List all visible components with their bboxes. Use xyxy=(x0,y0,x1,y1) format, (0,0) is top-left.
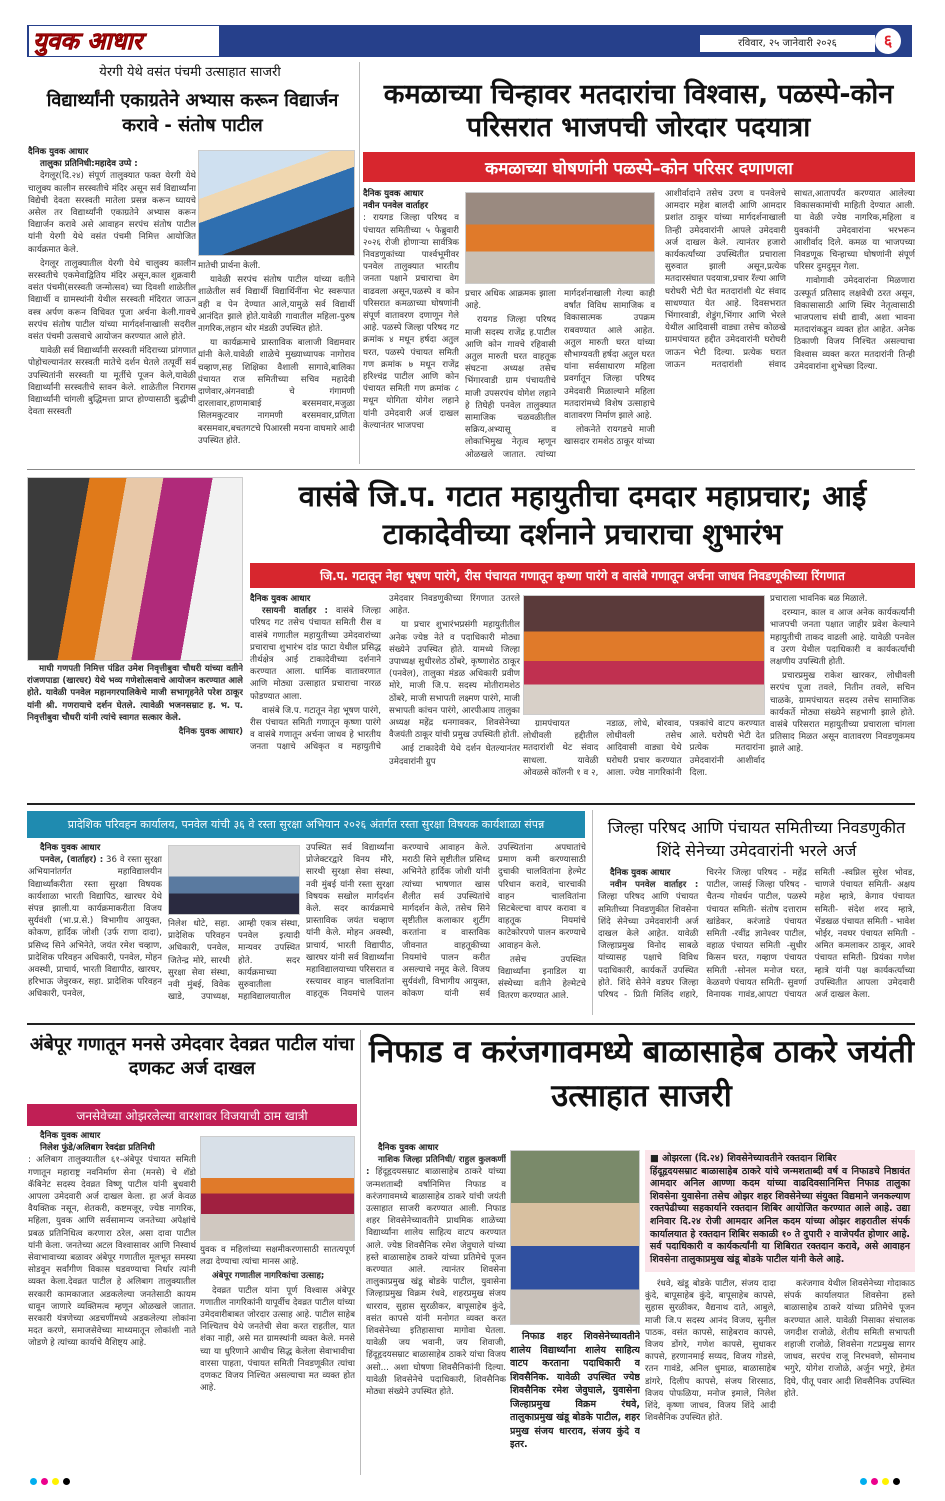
paragraph: : अलिबाग तालुक्यातील ६१-अंबेपूर पंचायत समिती गणातून महाराष्ट्र नवनिर्माण सेना (मनसे) चे शॅडो कॅबिनेट सदस्य देवव्रत विष्णू पाटील यांनी बुधवारी आपला उमेदवारी अर्ज दाखल केला. हा अर्ज केवळ वैयक्तिक नसून, शेतकरी, कष्टमजूर, ज्येष्ठ नागरिक, महिला, युवक आणि सर्वसामान्य जनतेच्या अपेक्षांचे प्रबळ प्रतिनिधित्व करणारा ठरेल, असा दावा पाटील यांनी केला. जनतेच्या अटल विश्वासावर आणि निस्वार्थ सेवाभावाच्या बळावर अंबेपूर गणातील मूलभूत समस्या सोडवून सर्वांगीण विकास घडवण्याचा निर्धार त्यांनी व्यक्त केला.देवव्रत पाटील हे अलिबाग तालुक्यातील सरकारी कामकाजात अडकलेल्या जनतेसाठी कायम धावून जाणारे व्यक्तिमत्व म्हणून ओळखले जातात. सरकारी यंत्रणेच्या अडचणींमध्ये अडकलेल्या लोकांना मदत करणे, समाजसेवेच्या माध्यमातून लोकांशी नाते जोडणे हे त्यांच्या कार्याचे वैशिष्ट्य आहे. xyxy=(28,1155,196,1349)
color-registration-marks xyxy=(30,1478,90,1486)
reporter: नाशिक जिल्हा प्रतिनिधी/ राहुल कुलकर्णी : xyxy=(366,1155,506,1178)
paragraph: लोकनेते रायगडचे माजी खासदार रामशेठ ठाकूर यांच्या xyxy=(564,425,655,448)
photo-caption xyxy=(27,663,243,781)
paragraph: : रायगड जिल्हा परिषद व पंचायत समितीच्या ५ फेब्रुवारी २०२६ रोजी होणाऱ्या सार्वत्रिक निवडणुकांच्या पार्श्वभूमीवर पनवेल तालुक्यात भारतीय जनता पक्षाने प्रचाराचा वेग वाढवला असून,पळस्पे व कोन परिसरात कमळाच्या घोषणांनी संपूर्ण वातावरण दणाणून गेले आहे. पळस्पे जिल्हा परिषद गट क्रमांक ४ मधून हर्षदा अतुल घरत, पळस्पे पंचायत समिती गण क्रमांक ७ मधून राजेंद्र हरिश्चंद्र पाटील आणि कोन पंचायत समिती गण क्रमांक ८ मधून योगिता योगेश लहाने यांनी उमेदवारी अर्ज दाखल केल्यानंतर भाजपचा xyxy=(363,213,459,431)
article-body xyxy=(366,1142,506,1472)
byline: दैनिक युवक आधार xyxy=(40,843,101,853)
paragraph: वासंबे जि.प. गटातून नेहा भूषण पारंगे, रीस पंचायत समिती गणातून कृष्णा पारंगे व वासंबे गणातून अर्चना जाधव हे भारतीय जनता पक्षाचे अधिकृत व महायुतीचे उमेदवार निवडणुकीच्या रिंगणात उतरले आहेत. xyxy=(250,594,520,753)
photo-padyatra xyxy=(465,192,655,284)
photo-saraswati-puja xyxy=(198,150,355,256)
byline: दैनिक युवक आधार xyxy=(610,868,671,878)
photo-caption xyxy=(510,1330,640,1472)
reporter: पनवेल, (वार्ताहर) : xyxy=(40,855,104,866)
paragraph: गावोगावी उमेदवारांना मिळणारा उत्स्फूर्त प्रतिसाद लक्षवेधी ठरत असून, विकासासाठी आणि स्थिर नेतृत्वासाठी भाजपलाच संधी द्यावी, अशा भावना मतदारांकडून व्यक्त होत आहेत. अनेक ठिकाणी विजय निश्चित असल्याचा विश्वास व्यक्त करत मतदारांनी तिन्ही उमेदवारांना शुभेच्छा दिल्या. xyxy=(794,276,915,372)
paragraph: प्रचारप्रमुख राकेश खारकर, लोधीवली सरपंच पूजा तवले, नितीन तवले, सचिन चाळके, ग्रामपंचायत सदस्य तसेच सामाजिक कार्यकर्ते मोठ्या संख्येने सहभागी झाले होते. वासंबे परिसरात महायुतीच्या प्रचाराला चांगला प्रतिसाद मिळत असून वातावरण निवडणूकमय झाले आहे. xyxy=(770,671,915,755)
article-body xyxy=(198,260,355,462)
article-banner: कमळाच्या घोषणांनी पळस्पे–कोन परिसर दणाणला xyxy=(363,152,915,182)
paragraph: या कार्यक्रमाचे प्रास्ताविक बालाजी विद्यमवार यांनी केले.यावेळी शाळेचे मुख्याध्यापक नागोराव चव्हाण,सह शिक्षिका वैशाली सागावे,बालिका पंचायत राज समितीच्या सचिव महादेवी दाणेवार,अंगनवाडी चे गंगामणी दारलावार,हाणमाबाई बरसमवार,मजुळा सिलमकुटवार नागमणी बरसमवार,प्रणिता बरसमवार,बचतगटचे पिआरसी मयना वाघमारे आदी उपस्थित होते. xyxy=(198,338,355,446)
paragraph: ग्रामपंचायत लोधीवली हद्दीतील मतदारांशी थेट संवाद साधला. यावेळी ओवळसे कॉलनी १ व २, नडाळ, लोधे, बोरवाव, लोधीवली तसेच आदिवासी वाड्या येथे घरोघरी प्रचार करण्यात आला. ज्येष्ठ नागरिकांनी पत्रकांचे वाटप करण्यात आले. घरोघरी भेटी देत प्रत्येक मतदारांना उमेदवारांनी आशीर्वाद दिला. xyxy=(523,719,765,778)
paragraph-text: वासंबे जिल्हा परिषद गट तसेच पंचायत समिती रीस व वासंबे गणातील महायुतीच्या उमेदवारांच्या प्रचाराचा शुभारंभ दांड फाटा येथील प्रसिद्ध तीर्थक्षेत्र आई टाकादेवीच्या दर्शनाने करण्यात आला. धार्मिक वातावरणात आणि मोठ्या उत्साहात प्रचाराचा नारळ फोडण्यात आला. xyxy=(250,606,381,702)
paragraph: रायगड जिल्हा परिषद माजी सदस्य राजेंद्र ह.पाटील आणि कोन गावचे रहिवासी अतुल मारुती घरत वाहतूक संघटना अध्यक्ष तसेच भिंगारवाडी ग्राम पंचायतीचे माजी उपसरपंच योगेश लहाने हे तिघेही पनवेल तालुक्यात सामाजिक चळवळीतील सक्रिय,अभ्यासू व लोकाभिमुख नेतृत्व म्हणून ओळखले जातात. त्यांच्या मार्गदर्शनाखाली गेल्या काही वर्षांत विविध सामाजिक व विकासात्मक उपक्रम राबवण्यात आले आहेत. अतुल मारुती घरत यांच्या सौभाग्यवती हर्षदा अतुल घरत यांना सर्वसाधारण महिला प्रवर्गातून जिल्हा परिषद उमेदवारी मिळाल्याने महिला मतदारांमध्ये विशेष उत्साहाचे वातावरण निर्माण झाले आहे. xyxy=(465,289,655,460)
paragraph: दरम्यान, काल व आज अनेक कार्यकर्त्यांनी भाजपची जनता पक्षात जाहीर प्रवेश केल्याने महायुतीची ताकद वाढली आहे. यावेळी पनवेल व उरण येथील पदाधिकारी व कार्यकर्त्यांची लक्षणीय उपस्थिती होती. xyxy=(770,608,915,668)
article-headline: वासंबे जि.प. गटात महायुतीचा दमदार महाप्रचार; आई टाकादेवीच्या दर्शनाने प्रचाराचा शुभारंभ xyxy=(298,479,867,551)
article-body xyxy=(28,1130,196,1472)
article-body xyxy=(363,188,459,462)
paragraph: आशीर्वादाने तसेच उरण व पनवेलचे आमदार महेश बालदी आणि आमदार प्रशांत ठाकूर यांच्या मार्गदर्शनाखाली तिन्ही उमेदवारांनी आपले उमेदवारी अर्ज दाखल केले. त्यानंतर हजारो कार्यकर्त्यांच्या उपस्थितीत प्रचाराला सुरुवात झाली असून,प्रत्येक मतदारसंघात पदयात्रा,प्रचार रॅल्या आणि घरोघरी भेटी घेत मतदारांशी थेट संवाद साधण्यात येत आहे. दिवसभरात भिंगारवाडी, शेडुंग,भिंगार आणि भेरले येथील आदिवासी वाड्या तसेच कोळखे ग्रामपंचायत हद्दीत उमेदवारांनी घरोघरी जाऊन भेटी दिल्या. प्रत्येक घरात जाऊन मतदारांशी संवाद साधत,आतापर्यंत करण्यात आलेल्या विकासकामांची माहिती देण्यात आली. या वेळी ज्येष्ठ नागरिक,महिला व युवकांनी उमेदवारांना भरभरून आशीर्वाद दिले. कमळ या भाजपच्या निवडणूक चिन्हाच्या घोषणांनी संपूर्ण परिसर दुमदुमून गेला. xyxy=(665,189,915,370)
issue-date: रविवार, २५ जानेवारी २०२६ xyxy=(700,35,875,52)
article-body xyxy=(28,842,162,1010)
blood-donation-box xyxy=(645,1150,915,1272)
paragraph: या प्रचार शुभारंभप्रसंगी महायुतीतील अनेक ज्येष्ठ नेते व पदाधिकारी मोठ्या संख्येने उपस्थित होते. यामध्ये जिल्हा उपाध्यक्ष सुधीरशेठ ठोंबरे, कृष्णाशेठ ठाकूर (पनवेल), तालुका मंडळ अधिकारी प्रवीण मोरे, माजी जि.प. सदस्य मोतीरामशेठ ठोंबरे, माजी सभापती लक्ष्मण पारंगे, माजी सभापती कांचन पारंगे, आरपीआय तालुका अध्यक्ष महेंद्र धनगावकर, शिवसेनेच्या वैजयंती ठाकूर यांची प्रमुख उपस्थिती होती. xyxy=(389,620,520,741)
article-banner: जि.प. गटातून नेहा भूषण पारंगे, रीस पंचायत गणातून कृष्णा पारंगे व वासंबे गणातून अर्चना जाधव निवडणूकीच्या रिंगणात xyxy=(250,563,915,588)
byline: दैनिक युवक आधार xyxy=(250,594,311,604)
color-registration-marks xyxy=(860,1478,920,1486)
paragraph xyxy=(250,605,381,703)
paragraph: करंजगाव येथील शिवसेनेच्या गोदाकाठ संपर्क कार्यालयात शिवसेना हस्ते बाळासाहेब ठाकरे यांच्या प्रतिमेचे पूजन करण्यात आले. यावेळी निसाका संचालक जगदीश राजोळे, शेतीय समिती सभापती शहाजी राजोळे, शिवसेना गटप्रमुख सागर जाधव, सरपंच राजू निरभवणे, सोमनाथ भगुरे, योगेश राजोळे, अर्जुन भगुरे, हेमंत दिघे, पीतू पवार आदी शिवसैनिक उपस्थित होते. xyxy=(784,1279,915,1399)
article-kicker: येरगी येथे वसंत पंचमी उत्साहात साजरी xyxy=(99,65,281,80)
reporter: तालुका प्रतिनिधी:महादेव उप्पे : xyxy=(40,159,138,170)
article-banner: जनसेवेच्या ओझरलेल्या वारशावर विजयाची ठाम खात्री xyxy=(27,1104,357,1126)
article-headline: जिल्हा परिषद आणि पंचायत समितीच्या निवडणुकीत शिंदे सेनेच्या उमेदवारांनी भरले अर्ज xyxy=(607,818,906,860)
byline: दैनिक युवक आधार xyxy=(28,147,89,157)
caption-credit: दैनिक युवक आधार) xyxy=(178,727,243,738)
paragraph: उपस्थित सर्व विद्यार्थ्यांना प्रोजेक्टरद्वारे विनय मौरे, सारथी सुरक्षा सेवा संस्था, नवी मुंबई यांनी रस्ता सुरक्षा विषयक सखोल मार्गदर्शन केले. सदर कार्यक्रमाचे प्रास्ताविक जयंत चव्हाण यांनी केले. मोहन अवस्थी, प्राचार्य, भारती विद्यापीठ, खारघर यांनी सर्व विद्यार्थ्यांना महाविद्यालयाच्या परिसरात व रस्त्यावर वाहन चालवितांना वाहतूक नियमांचे पालन करण्याचे आवाहन केले. मराठी सिने सृष्टीतील प्रसिध्द अभिनेते हार्दिक जोशी यांनी त्यांच्या भाषणात खास शैलीत सर्व उपस्थितांचे मार्गदर्शन केले, तसेच सिने सृष्टीतील कलाकार शुटींग करतांना व वास्तविक जीवनात वाहतूकीच्या नियमांचे पालन करीत असल्याचे नमूद केले. विजय सुर्यवंशी, विभागीय आयुक्त, कोकण यांनी सर्व उपस्थितांना अपघातांचे प्रमाण कमी करण्यासाठी दुचाकी चालवितांना हेल्मेट परिधान करावे, चारचाकी वाहन चालवितांना सिटबेल्टचा वापर करावा व वाहतूक नियमांचे काटेकोरपणे पालन करण्याचे आवाहन केले. xyxy=(306,843,586,1000)
article-body xyxy=(523,718,765,795)
caption-text: माघी गणपती निमित्त पंडित उमेश निवृत्तीबुवा चौधरी यांच्या वतीने रांजणपाडा (खारघर) येथे भव्य गणेशोत्सवाचे आयोजन करण्यात आले होते. यावेळी पनवेल महानगरपालिकेचे माजी सभागृहनेते परेश ठाकूर यांनी श्री. गणरायाचे दर्शन घेतले. त्यावेळी भजनसम्राट ह. भ. प. निवृत्तीबुवा चौधरी यांनी त्यांचे स्वागत सत्कार केले. xyxy=(27,664,243,723)
article-body xyxy=(250,593,520,795)
masthead xyxy=(27,25,912,57)
article-headline: अंबेपूर गणातून मनसे उमेदवार देवव्रत पाटील यांचा दणकट अर्ज दाखल xyxy=(29,1034,355,1079)
paragraph: मातेची प्रार्थना केली. xyxy=(198,261,261,271)
article-headline: निफाड व करंजगावमध्ये बाळासाहेब ठाकरे जयंती उत्साहात साजरी xyxy=(368,1034,914,1114)
photo-school-supplies xyxy=(510,1150,640,1325)
article-body xyxy=(306,842,586,1010)
newspaper-logo: युवक आधार xyxy=(29,26,219,56)
paragraph: आई टाकादेवी येथे दर्शन घेतल्यानंतर उमेदवारांनी ग्रुप xyxy=(389,744,520,767)
caption-text: निफाड शहर शिवसेनेच्यावतीने शालेय विद्यार्थ्यांना शालेय साहित्य वाटप करताना पदाधिकारी व शिवसैनिक. यावेळी उपस्थित ज्येष्ठ शिवसैनिक रमेश जेवुघाले, युवासेना जिल्हाप्रमुख विक्रम रंधवे, तालुकाप्रमुख खंडू बोडके पाटील, शहर प्रमुख संजय धारराव, संजय कुंदे व इतर. xyxy=(510,1331,640,1450)
lead-headline: कमळाच्या चिन्हावर मतदारांचा विश्वास, पळस्पे-कोन परिसरात भाजपची जोरदार पदयात्रा xyxy=(383,79,894,143)
article-body xyxy=(770,593,915,795)
paragraph: निलेश धोटे, सहा. प्रादेशिक परिवहन अधिकारी, पनवेल, जितेन्द्र मोरे, सारथी सुरक्षा सेवा संस्था, नवी मुंबई, विवेक खाडे, उपाध्यक्ष, आम्ही एकत्र संस्था, पनवेल इत्यादी मान्यवर उपस्थित होते. सदर कार्यक्रमाच्या सुरुवातीला महाविद्यालयातील xyxy=(168,919,300,1003)
article-body xyxy=(645,1278,915,1472)
article-banner: प्रादेशिक परिवहन कार्यालय, पनवेल यांची ३६ वे रस्ता सुरक्षा अभियान २०२६ अंतर्गत रस्ता सुरक्षा विषयक कार्यशाळा संपन्न xyxy=(27,811,585,838)
byline: दैनिक युवक आधार xyxy=(40,1131,101,1141)
photo-ganesh-darshan xyxy=(27,477,243,661)
byline: दैनिक युवक आधार xyxy=(363,189,424,199)
photo-road-safety-workshop xyxy=(168,845,300,915)
article-body xyxy=(168,918,300,1010)
reporter: रसायनी वार्ताहर : xyxy=(262,606,328,617)
paragraph: देवव्रत पाटील यांना पूर्ण विश्वास अंबेपूर गणातील नागरिकांनी यापूर्वीच देवव्रत पाटील यांच्या उमेदवारीबाबत जोरदार उत्साह आहे. पाटील साहेब निश्चितच येथे जनतेची सेवा करत राहतील, यात शंका नाही, असे मत ग्रामस्थांनी व्यक्त केले. मनसे च्या या धुरिणाने आधीच सिद्ध केलेला सेवाभावीचा वारसा पाहता, पंचायत समिती निवडणूकीत त्यांचा दणकट विजय निश्चित असल्याचा मत व्यक्त होत आहे. xyxy=(200,1285,355,1394)
subheading: अंबेपूर गणातील नागरिकांचा उत्साह; xyxy=(212,1271,325,1282)
reporter: निलेश फुंडे/अलिबाग रेवदंडा प्रतिनिधी xyxy=(40,1143,155,1154)
paragraph xyxy=(28,854,162,1000)
article-body xyxy=(665,188,915,462)
paragraph: युवक व महिलांच्या सक्षमीकरणासाठी सातत्यपूर्ण लढा देण्याचा त्यांचा मानस आहे. xyxy=(200,1245,355,1268)
page-number: ६ xyxy=(875,28,901,54)
paragraph xyxy=(598,867,915,1002)
article-headline: विद्यार्थ्यांनी एकाग्रतेने अभ्यास करून विद्यार्जन करावे - संतोष पाटील xyxy=(46,90,339,136)
byline: दैनिक युवक आधार xyxy=(378,1143,439,1153)
article-body xyxy=(465,288,655,462)
photo-campaign-group xyxy=(523,595,765,715)
paragraph: देगलूर तालुक्यातील येरगी येथे चालुक्य कालीन सरस्वतीचे एकमेवाद्वितिय मंदिर असून,काल शुक्रवारी वसंत पंचमी(सरस्वती जन्मोत्सव) च्या दिवशी शाळेतील विद्यार्थी व ग्रामस्थांनी येथील सरस्वती मंदिरात जाऊन वस्त्र अर्पण करून विधिवत पूजा अर्चना केली.गावचे सरपंच संतोष पाटील यांच्या मार्गदर्शनाखाली सदरील वसंत पंचमी उत्सवाचे आयोजन करण्यात आले होते. xyxy=(28,258,196,343)
article-body xyxy=(200,1244,355,1472)
paragraph: यावेळी सर्व विद्यार्थ्यांनी सरस्वती मंदिराच्या प्रांगणात पोहोचल्यानंतर सरस्वती मातेचे दर्शन घेतले तत्पूर्वी सर्व उपस्थितांनी सरस्वती या मूर्तीचे पूजन केले,यावेळी विद्यार्थ्यांनी सरस्वतीचे स्तवन केले. शाळेतील निरागस विद्यार्थ्यांनी चांगली बुद्धिमत्ता प्राप्त होण्यासाठी बुद्धीची देवता सरस्वती xyxy=(28,346,196,418)
photo-nomination-filing xyxy=(200,1136,355,1241)
paragraph xyxy=(366,1154,506,1398)
reporter: नवीन पनवेल वार्ताहर : xyxy=(610,880,699,891)
paragraph: प्रचाराला भावनिक बळ मिळाले. xyxy=(770,594,868,604)
article-body xyxy=(598,867,915,1012)
paragraph-text: हिंदूहृदयसम्राट बाळासाहेब ठाकरे यांच्या जन्मशताब्दी वर्षानिमित्त निफाड व करंजगावमध्ये बाळासाहेब ठाकरे यांची जयंती उत्साहात साजरी करण्यात आली. निफाड शहर शिवसेनेच्यावतीने प्राथमिक शाळेच्या विद्यार्थ्यांना शालेय साहित्य वाटप करण्यात आले. ज्येष्ठ शिवसैनिक रमेश जेवुघाले यांच्या हस्ते बाळासाहेब ठाकरे यांच्या प्रतिमेचे पूजन करण्यात आले. त्यानंतर शिवसेना तालुकाप्रमुख खंडू बोडके पाटील, युवासेना जिल्हाप्रमुख विक्रम रंधवे, शहरप्रमुख संजय धारराव, सुहास सुरळीकर, बापूसाहेब कुंदे, वसंत कापसे यांनी मनोगत व्यक्त करत शिवसेनेच्या इतिहासाचा मागोवा घेतला. यावेळी जय भवानी, जय शिवाजी, हिंदूहृदयसम्राट बाळासाहेब ठाकरे यांचा विजय असो... अशा घोषणा शिवसैनिकांनी दिल्या. यावेळी शिवसेनेचे पदाधिकारी, शिवसैनिक मोठ्या संख्येने उपस्थित होते. xyxy=(366,1167,506,1398)
article-body xyxy=(28,146,196,462)
paragraph: रंधवे, खंडू बोडके पाटील, संजय दादा कुंदे, बापूसाहेब कुंदे, बापूसाहेब कापसे, सुहास सुरळीकर, वैद्यनाथ दाते, आबुले, माजी जि.प सदस्य आनंद विजय, सुनील पाठक, वसंत कापसे, साहेबराव कापसे, विजय डोंगरे, गणेश कापसे, सुधाकर कापसे, हरणानमाई सय्यद, विजय गोडसे, रतन गावंडे, अनिल धुमाळ, बाळासाहेब डांगरे, दिलीप कापसे, संजय शिरसाठ, विजय पोफळिया, मनोज इमाले, निलेश शिंदे, कृष्णा जाधव, विजय शिंदे आदी शिवसैनिक उपस्थित होते. xyxy=(645,1279,776,1424)
paragraph-text: 36 वे रस्ता सुरक्षा अभियानांतर्गत महाविद्यालयीन विद्यार्थ्यांकरीता रस्ता सुरक्षा विषयक कार्यशाळा भारती विद्यापिठ, खारघर येथे संपन्न झाली.या कार्यक्रमाकरीता विजय सुर्यवंशी (भा.प्र.से.) विभागीय आयुक्त, कोकण, हार्दिक जोशी (उर्फ राणा दादा), प्रसिध्द सिने अभिनेते, जयंत रमेश चव्हाण, प्रादेशिक परिवहन अधिकारी, पनवेल, मोहन अवस्थी, प्राचार्य, भारती विद्यापीठ, खारघर, हरिभाऊ जेवुरकर, सहा. प्रादेशिक परिवहन अधिकारी, पनवेल, xyxy=(28,855,162,1000)
paragraph: प्रचार अधिक आक्रमक झाला आहे. xyxy=(465,289,556,312)
paragraph: तसेच उपस्थित विद्यार्थ्यांना इनाडिल या संस्थेच्या वतीने हेल्मेटचे वितरण करण्यात आले. xyxy=(498,954,586,1002)
box-text: हिंदूहृदयसम्राट बाळासाहेब ठाकरे यांचे जन्मशताब्दी वर्ष व निफाडचे निष्ठावंत आमदार अनिल आण्णा कदम यांच्या वाढदिवसानिमित्त निफाड तालुका शिवसेना युवासेना तसेच ओझर शहर शिवसेनेच्या संयुक्त विद्यमाने जनकल्याण रक्तपेढीच्या सहकार्याने रक्तदान शिबिर आयोजित करण्यात आले आहे. उद्या शनिवार दि.२४ रोजी आमदार अनिल कदम यांच्या ओझर शहरातील संपर्क कार्यालयात हे रक्तदान शिबिर सकाळी १० ते दुपारी २ वाजेपर्यंत होणार आहे. सर्व पदाधिकारी व कार्यकर्त्यांनी या शिबिरात रक्तदान करावे, असे आवाहन शिवसेना तालुकाप्रमुख खंडू बोडके पाटील यांनी केले आहे. xyxy=(650,1165,910,1265)
paragraph-text: जिल्हा परिषद आणि पंचायत समितीच्या निवडणुकीत शिवसेना शिंदे सेनेच्या उमेदवारांनी अर्ज दाखल केले आहेत. यावेळी जिल्हाप्रमुख विनोद साबळे यांच्यासह पक्षाचे विविध पदाधिकारी, कार्यकर्ते उपस्थित होते. शिंदे सेनेने वडघर जिल्हा परिषद - प्रिती मिलिंद शहारे, चिरनेर जिल्हा परिषद - महेंद्र पाटील, जासई जिल्हा परिषद - चैतन्य गोवर्धन पाटील, पळस्पे पंचायत समिती- संतोष दत्ताराम खांडेकर, करंजाडे पंचायत समिती -रवींद्र ज्ञानेश्वर पाटील, वहाळ पंचायत समिती -सुधीर किसन घरत, गव्हाण पंचायत समिती -सोनल मनोज घरत, केळवणे पंचायत समिती- सुवर्णा विनायक गावंड,आपटा पंचायत समिती -स्वप्निल सुरेश भोवड, चाणजे पंचायत समिती- अक्षय महेश म्हात्रे, केगाव पंचायत समिती- संदेश शरद म्हात्रे, भेंडखळ पंचायत समिती - भावेश भोईर, नवघर पंचायत समिती - अमित कमलाकर ठाकूर, आवरे पंचायत समिती- प्रियंका गणेश म्हात्रे यांनी पक्ष कार्यकर्त्यांच्या उपस्थितीत आपला उमेदवारी अर्ज दाखल केला. xyxy=(598,868,915,1001)
paragraph: देगलूर(दि.२४) संपूर्ण तालुक्यात फक्त येरगी येथे चालुक्य कालीन सरस्वतीचे मंदिर असून सर्व विद्यार्थ्यांना विद्येची देवता सरस्वती मातेला प्रसन्न करून घ्यायचे असेल तर विद्यार्थ्यांनी एकाग्रतेने अभ्यास करून विद्यार्जन करावे असे आवाहन सरपंच संतोष पाटील यांनी येरगी येथे वसंत पंचमी निमित्त आयोजित कार्यक्रमात केले. xyxy=(28,171,196,255)
box-title: ■ ओझरला (दि.२४) शिवसेनेच्यावतीने रक्तदान शिबिर xyxy=(650,1153,837,1164)
reporter: नवीन पनवेल वार्ताहर xyxy=(363,201,428,212)
paragraph: यावेळी सरपंच संतोष पाटील यांच्या वतीने शाळेतील सर्व विद्यार्थी विद्यार्थिनींना भेट स्वरूपात वही व पेन देण्यात आले,यामुळे सर्व विद्यार्थी आनंदित झाले होते.यावेळी गावातील महिला-पुरुष नागरिक,लहान थोर मंडळी उपस्थित होते. xyxy=(198,275,355,335)
